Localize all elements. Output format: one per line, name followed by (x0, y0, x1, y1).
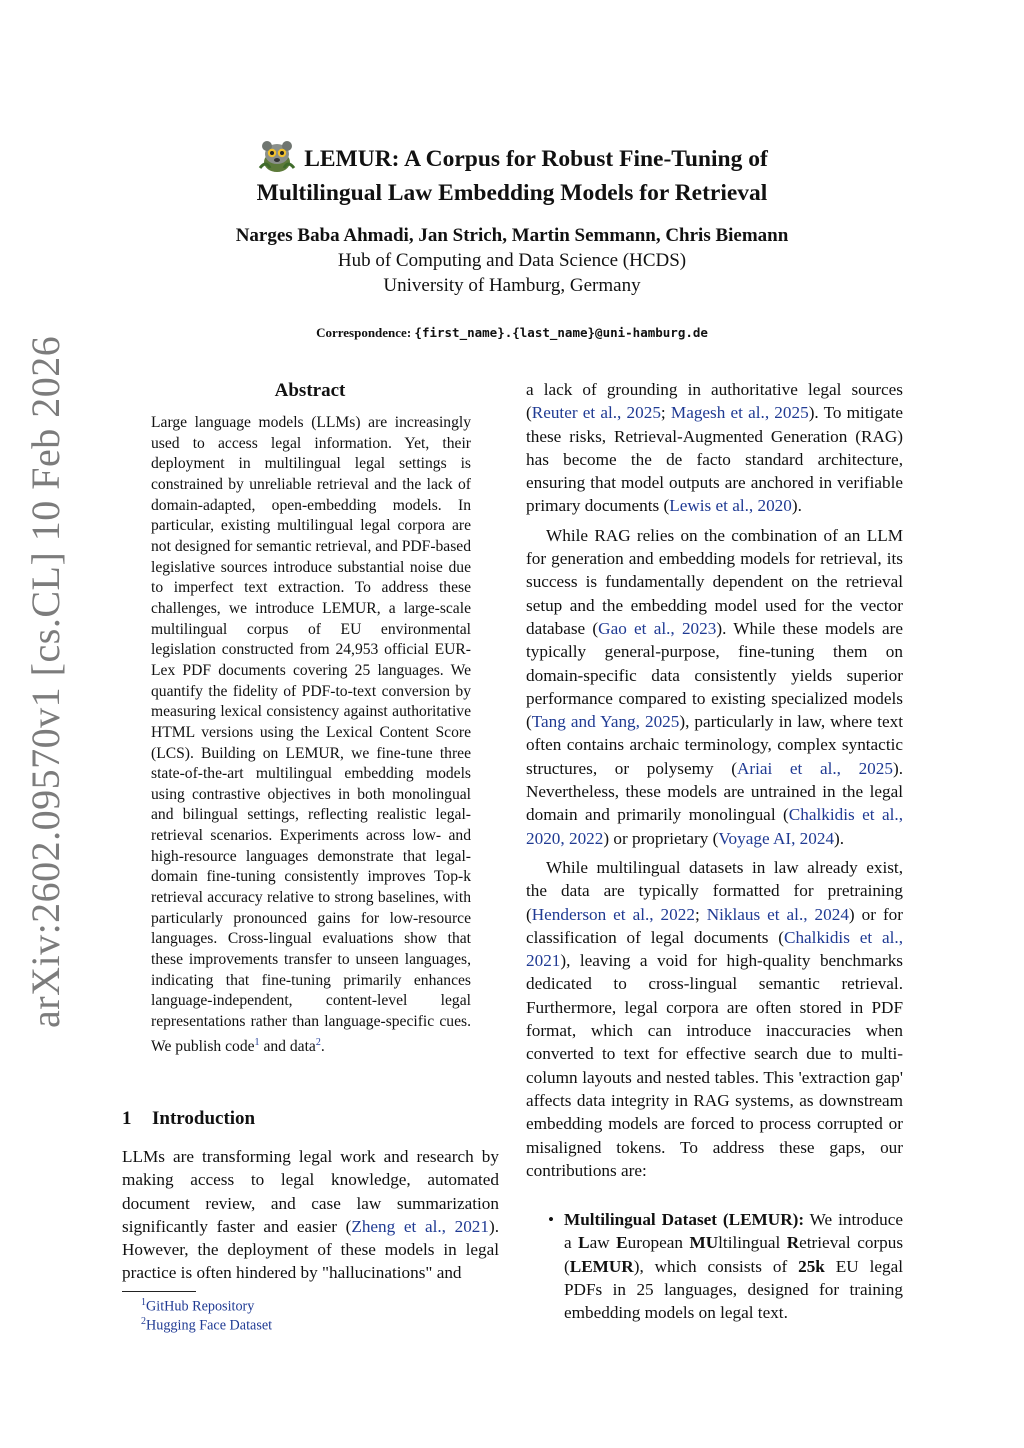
correspondence: Correspondence: {first_name}.{last_name}@uni-hamburg.de (316, 325, 708, 340)
abstract-body: Large language models (LLMs) are increasingly used to access legal information. Yet, their deployment in multilingual legal settings is constrained by unreliable retrieval and the lack of domain-adapted, open-embedding models. In particular, existing multilingual legal corpora are not designed for semantic retrieval, and PDF-based legislative sources introduce substantial noise due to imperfect text extraction. To address these challenges, we introduce LEMUR, a large-scale multilingual corpus of EU environmental legislation constructed from 24,953 official EUR-Lex PDF documents covering 25 languages. We quantify the fidelity of PDF-to-text conversion by measuring lexical consistency against authoritative HTML versions using the Lexical Content Score (LCS). Building on LEMUR, we fine-tune three state-of-the-art multilingual embedding models using contrastive objectives in both monolingual and bilingual settings, reflecting realistic legal-retrieval scenarios. Experiments across low- and high-resource languages demonstrate that legal-domain fine-tuning consistently improves Top-k retrieval accuracy relative to strong baselines, with particularly pronounced gains for low-resource languages. Cross-lingual evaluations show that these improvements transfer to unseen languages, indicating that fine-tuning primarily enhances language-independent, content-level legal representations rather than language-specific cues. We publish code$^1$ and data$^2$. (151, 414, 472, 1055)
lemur-logo-icon (256, 138, 298, 174)
citation-link[interactable]: Chalkidis et al., 2020, 2022 (526, 805, 903, 848)
affiliation-line-1: Hub of Computing and Data Science (HCDS) (337, 250, 687, 271)
affiliation-line-2: University of Hamburg, Germany (383, 275, 641, 296)
footnote-huggingface[interactable]: $^2$Hugging Face Dataset (141, 1316, 273, 1334)
correspondence-email[interactable]: {first_name}.{last_name}@uni-hamburg.de (414, 325, 708, 340)
paragraph: While RAG relies on the combination of an LLM for generation and embedding models for retrieval, its success is fundamentally dependent on the retrieval setup and the embedding model used for the vector database (Gao et al., 2023). While these models are typically general-purpose, fine-tuning them on domain-specific data consistently yields superior performance compared to existing specialized models (Tang and Yang, 2025), particularly in law, where text often contains archaic terminology, complex syntactic structures, or polysemy (Ariai et al., 2025). Nevertheless, these models are untrained in the legal domain and primarily monolingual (Chalkidis et al., 2020, 2022) or proprietary (Voyage AI, 2024). (526, 525, 904, 848)
author-names: Narges Baba Ahmadi, Jan Strich, Martin Semmann, Chris Biemann (235, 225, 789, 246)
citation-link[interactable]: Henderson et al., 2022 (531, 904, 695, 924)
citation-link[interactable]: Chalkidis et al., 2021 (526, 927, 903, 971)
bullet-icon: • (548, 1210, 555, 1230)
citation-link[interactable]: Tang and Yang, 2025 (531, 712, 680, 732)
citation-link[interactable]: Voyage AI, 2024 (718, 828, 835, 848)
citation-link[interactable]: Reuter et al., 2025 (531, 403, 661, 423)
paper-title: LEMUR: A Corpus for Robust Fine-Tuning of Multilingual Law Embedding Models for Retrieval (0, 138, 1024, 210)
intro-paragraph: LLMs are transforming legal work and research by making access to legal knowledge, automated document review, and case law summarization significantly faster and easier (Zheng et al., 2021). However, the deployment of these models in legal practice is often hindered by "hallucinations" and (122, 1147, 500, 1283)
paragraph: a lack of grounding in authoritative legal sources (Reuter et al., 2025; Magesh et al., 2025). To mitigate these risks, Retrieval-Augmented Generation (RAG) has become the de facto standard architecture, ensuring that model outputs are anchored in verifiable primary documents (Lewis et al., 2020). (526, 380, 903, 516)
arxiv-identifier: arXiv:2602.09570v1 [cs.CL] 10 Feb 2026 (23, 335, 68, 1028)
footnote-github[interactable]: $^1$GitHub Repository (141, 1297, 255, 1315)
citation-link[interactable]: Ariai et al., 2025 (736, 758, 893, 778)
footnote-ref-2[interactable]: 2 (315, 1036, 321, 1048)
section-heading-introduction: 1 Introduction (122, 1108, 256, 1129)
footnote-ref-1[interactable]: 1 (254, 1036, 260, 1048)
abstract-heading: Abstract (274, 380, 346, 401)
citation-link[interactable]: Zheng et al., 2021 (351, 1216, 489, 1236)
title-block (0, 138, 1024, 210)
paragraph: While multilingual datasets in law already exist, the data are typically formatted for pretraining (Henderson et al., 2022; Niklaus et al., 2024) or for classification of legal documents (Chalkidis et al., 2021), leaving a void for high-quality benchmarks dedicated to cross-lingual semantic retrieval. Furthermore, legal corpora are often stored in PDF format, which can introduce inaccuracies when converted to text for effective search due to multi-column layouts and nested tables. This 'extraction gap' affects data integrity in RAG systems, as downstream embedding models are forced to process corrupted or misaligned tokens. To address these gaps, our contributions are: (526, 857, 903, 1180)
citation-link[interactable]: Magesh et al., 2025 (670, 403, 809, 423)
contribution-bullet: • Multilingual Dataset (LEMUR): We introduce a Law European MUltilingual Retrieval corpus (LEMUR), which consists of 25k EU legal PDFs in 25 languages, designed for training embedding models on legal text. (548, 1210, 904, 1323)
right-column (526, 378, 903, 1325)
citation-link[interactable]: Lewis et al., 2020 (669, 496, 792, 516)
footnote-divider (122, 1291, 196, 1292)
author-block (0, 223, 1024, 298)
citation-link[interactable]: Niklaus et al., 2024 (706, 904, 849, 924)
citation-link[interactable]: Gao et al., 2023 (598, 618, 717, 638)
